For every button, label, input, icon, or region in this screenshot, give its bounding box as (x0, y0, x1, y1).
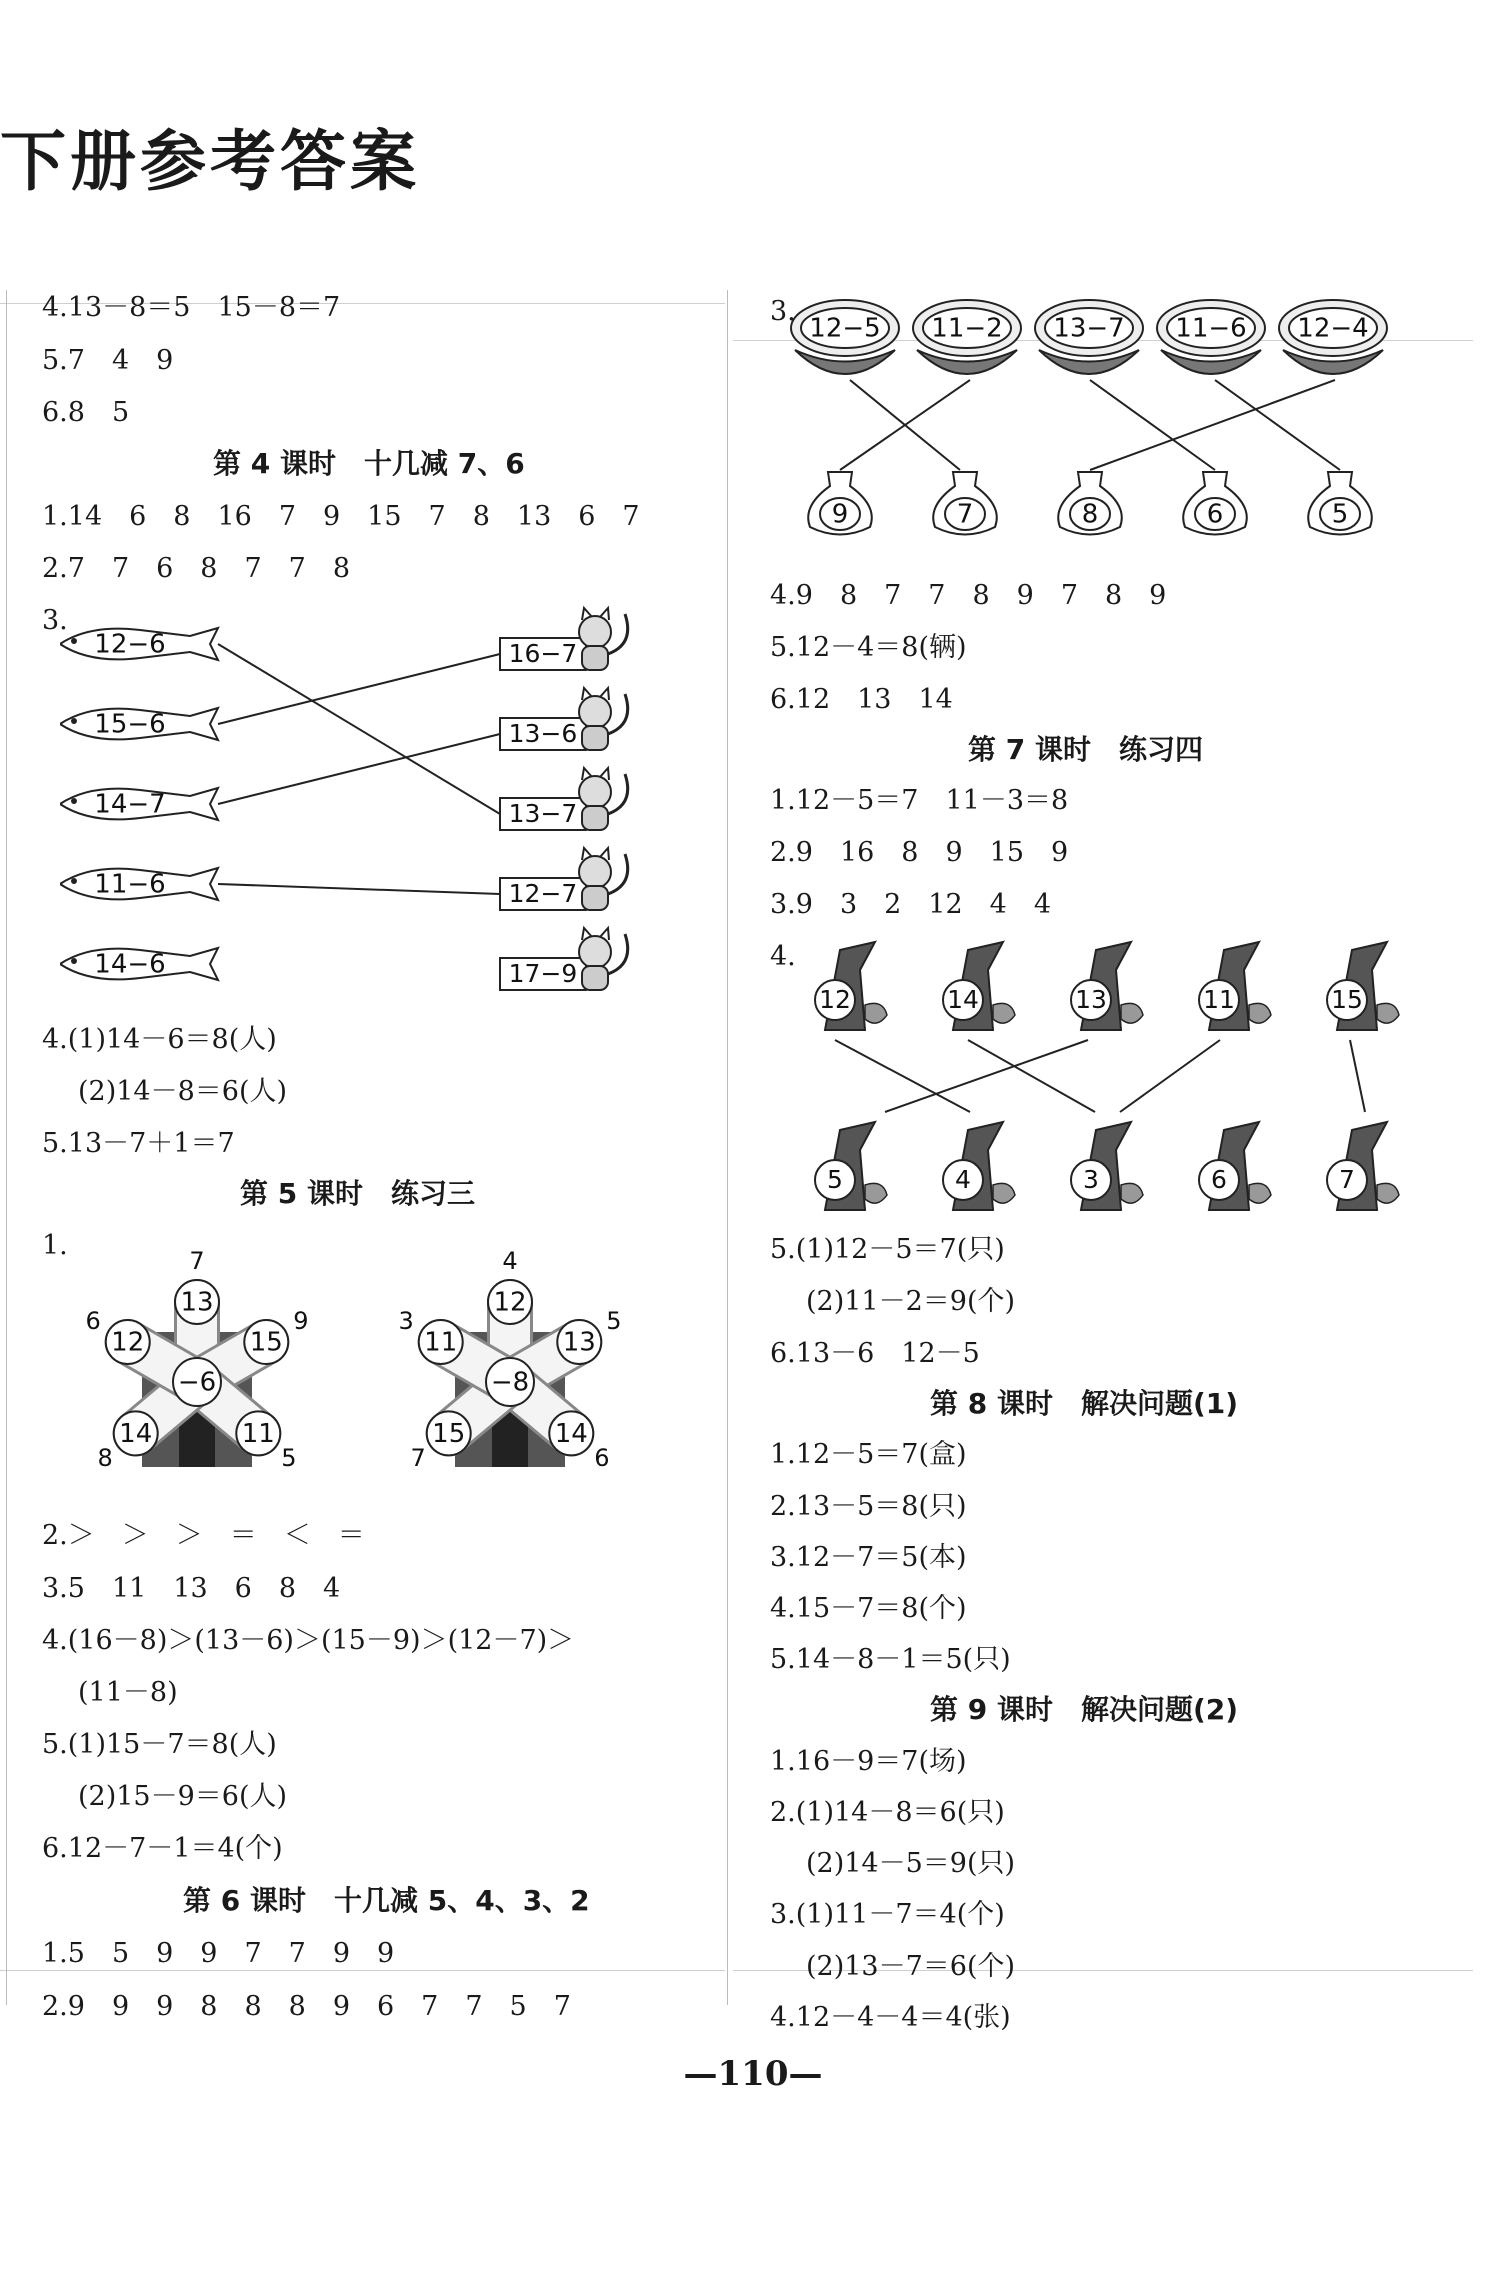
answer-line: 6.8 5 (42, 397, 130, 428)
shoot-number: 12 (819, 985, 851, 1014)
shoot-number: 15 (1331, 985, 1363, 1014)
blade-answer: 7 (189, 1247, 205, 1275)
page-title: 下册参考答案 (0, 122, 420, 200)
answer-line: 2.(1)14－8＝6(只) (770, 1797, 1005, 1828)
cat-icon (579, 768, 628, 830)
section-title-lesson-7: 第 7 课时 练习四 (968, 733, 1203, 766)
answer-line: 5.14－8－1＝5(只) (770, 1644, 1011, 1675)
cat-label: 17−9 (508, 959, 578, 988)
match-line (1350, 1040, 1365, 1112)
answer-line: 6.12 13 14 (770, 684, 953, 715)
windmill-operator: −8 (490, 1367, 530, 1398)
blade-number: 11 (241, 1418, 275, 1449)
blade-answer: 5 (281, 1444, 297, 1473)
answer-line: 5.7 4 9 (42, 345, 174, 376)
answer-line: 4.13－8＝5 15－8＝7 (42, 292, 341, 323)
flower-label: 13−7 (1053, 313, 1125, 344)
answer-line: 4.(1)14－6＝8(人) (42, 1024, 277, 1055)
answer-line: (2)14－5＝9(只) (806, 1848, 1016, 1879)
shoot-number: 11 (1203, 985, 1235, 1014)
answer-line: (11－8) (78, 1677, 178, 1708)
flower-vase-matching (790, 290, 1410, 570)
match-line (218, 654, 500, 724)
blade-number: 12 (111, 1327, 145, 1358)
match-line (1215, 380, 1340, 470)
blade-number: 13 (562, 1327, 596, 1358)
blade-answer: 5 (606, 1307, 622, 1335)
section-title-lesson-4: 第 4 课时 十几减 7、6 (213, 447, 525, 480)
shoot-number: 5 (827, 1165, 843, 1194)
shoot-number: 4 (955, 1165, 971, 1194)
match-line (835, 1040, 970, 1112)
column-divider (727, 290, 728, 2005)
blade-answer: 6 (594, 1444, 610, 1473)
bamboo-shoot-icon (815, 1122, 887, 1210)
match-line (218, 734, 500, 804)
answer-line: 5.12－4＝8(辆) (770, 632, 967, 663)
answer-line: 5.(1)15－7＝8(人) (42, 1729, 277, 1760)
section-title-lesson-5: 第 5 课时 练习三 (240, 1177, 475, 1210)
blade-answer: 7 (410, 1444, 426, 1473)
blade-number: 15 (249, 1327, 283, 1358)
cat-label: 16−7 (508, 639, 578, 668)
fish-label: 14−6 (94, 949, 166, 980)
answer-line: 4.(16－8)＞(13－6)＞(15－9)＞(12－7)＞ (42, 1625, 575, 1656)
flower-label: 12−4 (1297, 313, 1369, 344)
answer-line: (2)15－9＝6(人) (78, 1781, 288, 1812)
answer-line: 2.7 7 6 8 7 7 8 (42, 553, 351, 584)
bamboo-shoot-icon (1071, 1122, 1143, 1210)
blade-answer: 9 (293, 1307, 309, 1335)
answer-line: 2.＞ ＞ ＞ ＝ ＜ ＝ (42, 1520, 365, 1551)
shoot-number: 7 (1339, 1165, 1355, 1194)
answer-line: (2)14－8＝6(人) (78, 1076, 288, 1107)
answer-line: (2)13－7＝6(个) (806, 1951, 1016, 1982)
flower-label: 11−2 (931, 313, 1003, 344)
left-margin-rule (6, 290, 7, 2005)
section-title-lesson-8: 第 8 课时 解决问题(1) (930, 1387, 1239, 1420)
cat-label: 13−6 (508, 719, 578, 748)
fish-label: 15−6 (94, 709, 166, 740)
cat-label: 12−7 (508, 879, 578, 908)
windmill-diagrams (60, 1222, 660, 1512)
answer-line: 2.9 9 9 8 8 8 9 6 7 7 5 7 (42, 1991, 571, 2022)
blade-number: 12 (493, 1287, 527, 1318)
windmill-operator: −6 (177, 1367, 217, 1398)
vase-number: 9 (831, 499, 849, 530)
match-line (1090, 380, 1335, 470)
cat-icon (579, 848, 628, 910)
answer-line: 1.12－5＝7 11－3＝8 (770, 785, 1069, 816)
answer-line: 1.5 5 9 9 7 7 9 9 (42, 1938, 395, 1969)
answer-line: 4.15－7＝8(个) (770, 1593, 967, 1624)
shoot-number: 13 (1075, 985, 1107, 1014)
cat-label: 13−7 (508, 799, 578, 828)
question-number: 4. (770, 941, 796, 972)
blade-answer: 6 (85, 1307, 101, 1335)
bamboo-shoot-icon (943, 1122, 1015, 1210)
blade-number: 14 (554, 1418, 588, 1449)
shoot-number: 3 (1083, 1165, 1099, 1194)
blade-number: 15 (432, 1418, 466, 1449)
vase-number: 5 (1331, 499, 1349, 530)
answer-line: 3.(1)11－7＝4(个) (770, 1899, 1005, 1930)
bamboo-shoot-icon (1199, 1122, 1271, 1210)
bottom-rule-left (0, 1970, 725, 1971)
fish-label: 14−7 (94, 789, 166, 820)
match-line (1090, 380, 1215, 470)
match-line (840, 380, 970, 470)
answer-line: 1.16－9＝7(场) (770, 1746, 967, 1777)
match-line (1120, 1040, 1220, 1112)
flower-label: 12−5 (809, 313, 881, 344)
answer-line: 2.9 16 8 9 15 9 (770, 837, 1069, 868)
answer-line: 4.12－4－4＝4(张) (770, 2002, 1011, 2033)
answer-line: 2.13－5＝8(只) (770, 1491, 967, 1522)
cat-icon (579, 928, 628, 990)
section-title-lesson-9: 第 9 课时 解决问题(2) (930, 1693, 1239, 1726)
shoot-number: 6 (1211, 1165, 1227, 1194)
answer-line: 5.13－7＋1＝7 (42, 1128, 235, 1159)
blade-answer: 4 (502, 1247, 518, 1275)
blade-number: 14 (119, 1418, 153, 1449)
answer-line: (2)11－2＝9(个) (806, 1286, 1016, 1317)
answer-line: 3.9 3 2 12 4 4 (770, 889, 1052, 920)
cat-icon (579, 608, 628, 670)
blade-number: 11 (424, 1327, 458, 1358)
bamboo-shoot-matching (790, 930, 1410, 1220)
flower-label: 11−6 (1175, 313, 1247, 344)
fish-cat-matching (60, 600, 660, 1020)
answer-line: 3.12－7＝5(本) (770, 1542, 967, 1573)
section-title-lesson-6: 第 6 课时 十几减 5、4、3、2 (183, 1884, 590, 1917)
page-number: —110— (683, 2054, 823, 2094)
blade-answer: 8 (97, 1444, 113, 1473)
answer-line: 1.14 6 8 16 7 9 15 7 8 13 6 7 (42, 501, 640, 532)
question-number: 3. (42, 605, 68, 636)
blade-number: 13 (180, 1287, 214, 1318)
question-number: 3. (770, 296, 796, 327)
vase-number: 6 (1206, 499, 1224, 530)
shoot-number: 14 (947, 985, 979, 1014)
bamboo-shoot-icon (1327, 1122, 1399, 1210)
vase-number: 8 (1081, 499, 1099, 530)
answer-line: 4.9 8 7 7 8 9 7 8 9 (770, 580, 1167, 611)
cat-icon (579, 688, 628, 750)
blade-answer: 3 (398, 1307, 414, 1335)
answer-line: 6.13－6 12－5 (770, 1338, 980, 1369)
question-number: 1. (42, 1230, 68, 1261)
answer-line: 3.5 11 13 6 8 4 (42, 1573, 341, 1604)
fish-label: 11−6 (94, 869, 166, 900)
vase-number: 7 (956, 499, 974, 530)
answer-line: 6.12－7－1＝4(个) (42, 1833, 283, 1864)
answer-line: 1.12－5＝7(盒) (770, 1439, 967, 1470)
fish-label: 12−6 (94, 629, 166, 660)
answer-line: 5.(1)12－5＝7(只) (770, 1234, 1005, 1265)
match-line (218, 884, 500, 894)
match-line (218, 644, 500, 814)
